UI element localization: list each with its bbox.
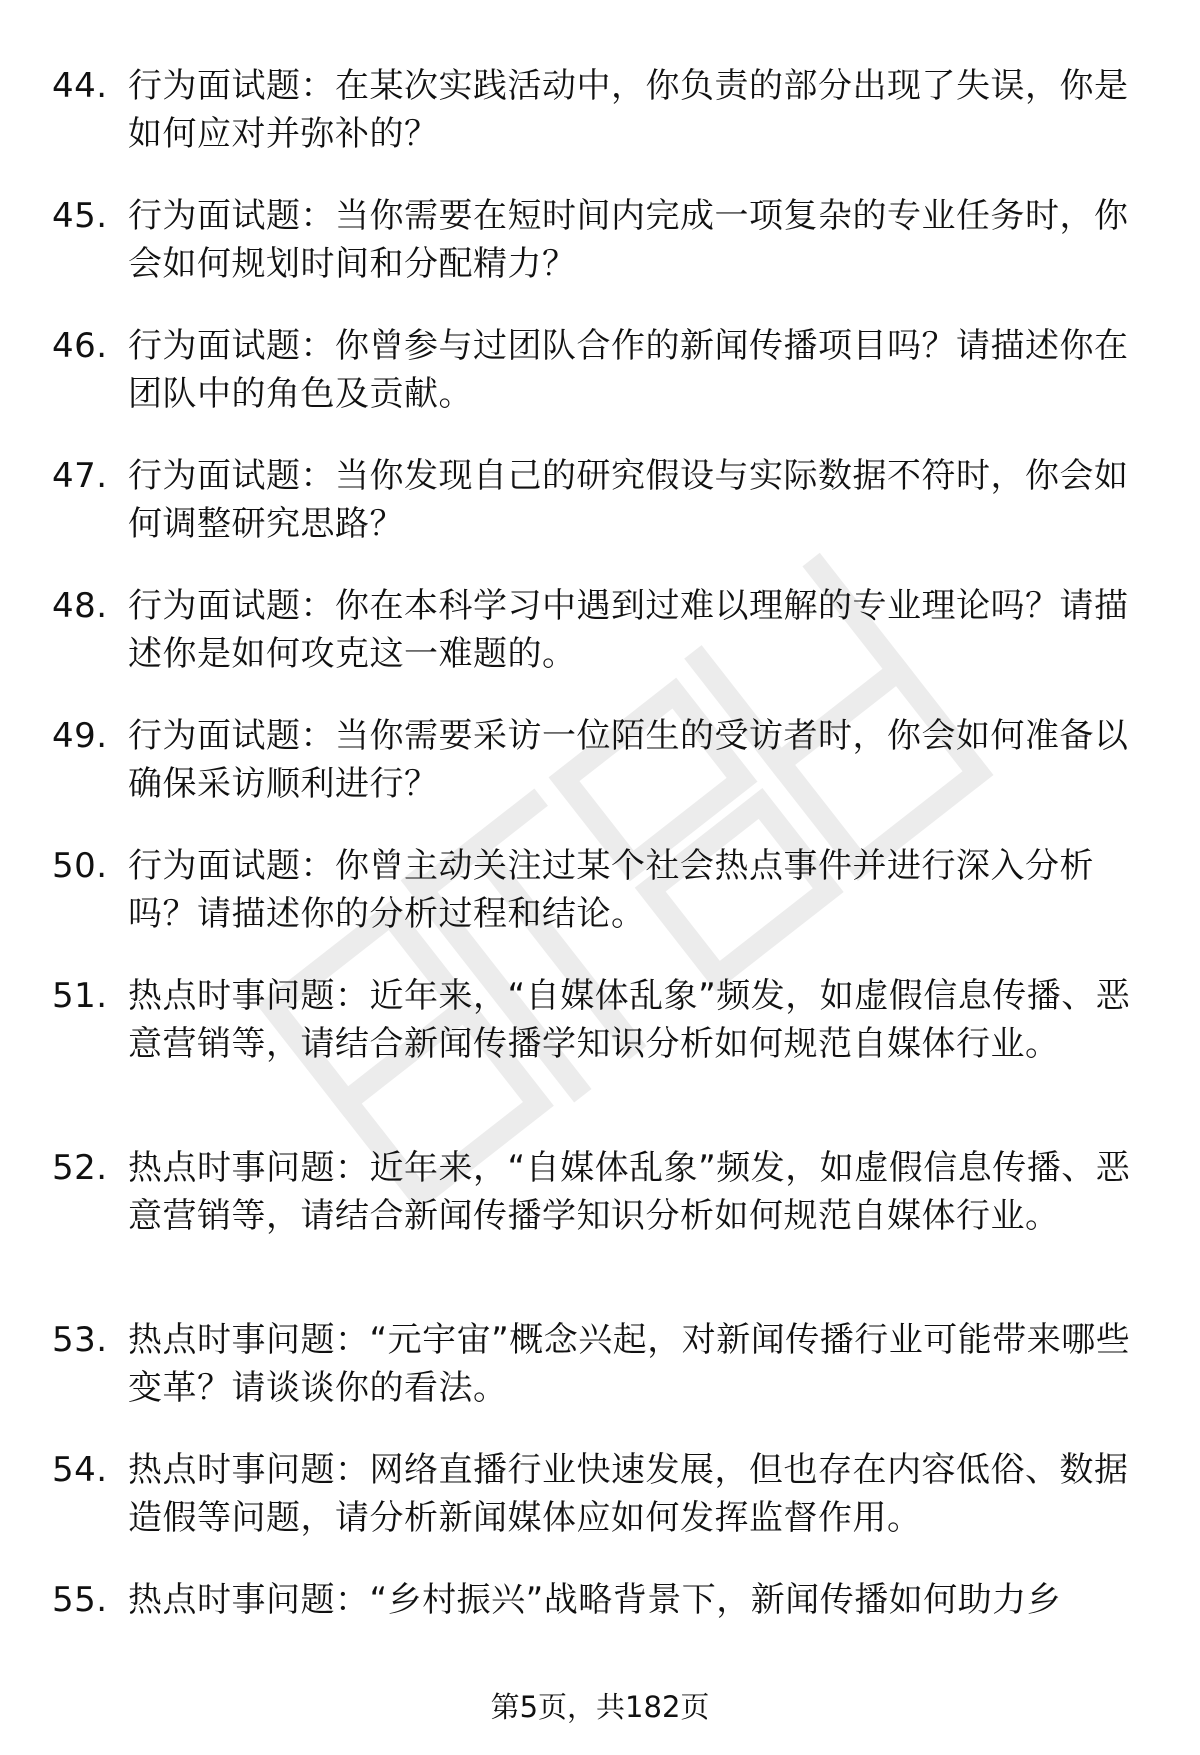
question-text: 热点时事问题：网络直播行业快速发展，但也存在内容低俗、数据造假等问题，请分析新闻媒体应如何发挥监督作用。	[128, 1450, 1129, 1538]
question-text: 热点时事问题：“乡村振兴”战略背景下，新闻传播如何助力乡	[128, 1580, 1062, 1620]
question-number: 50.	[52, 846, 108, 886]
question-text: 行为面试题：当你发现自己的研究假设与实际数据不符时，你会如何调整研究思路？	[128, 456, 1129, 544]
question-number: 48.	[52, 586, 108, 626]
question-list	[0, 62, 1200, 1706]
list-item	[0, 582, 1200, 712]
question-text: 行为面试题：在某次实践活动中，你负责的部分出现了失误，你是如何应对并弥补的？	[128, 66, 1129, 154]
question-text: 行为面试题：当你需要采访一位陌生的受访者时，你会如何准备以确保采访顺利进行？	[128, 716, 1129, 804]
question-text: 热点时事问题：近年来，“自媒体乱象”频发，如虚假信息传播、恶意营销等，请结合新闻传播学知识分析如何规范自媒体行业。	[128, 1148, 1131, 1236]
list-item	[0, 712, 1200, 842]
question-number: 49.	[52, 716, 108, 756]
list-item	[0, 322, 1200, 452]
list-item	[0, 62, 1200, 192]
question-number: 44.	[52, 66, 108, 106]
question-number: 46.	[52, 326, 108, 366]
list-item	[0, 1144, 1200, 1316]
question-number: 54.	[52, 1450, 108, 1490]
list-item	[0, 972, 1200, 1144]
question-number: 53.	[52, 1320, 108, 1360]
list-item	[0, 842, 1200, 972]
page-indicator: 第5页，共182页	[490, 1690, 710, 1724]
question-text: 行为面试题：当你需要在短时间内完成一项复杂的专业任务时，你会如何规划时间和分配精力？	[128, 196, 1129, 284]
question-text: 热点时事问题：“元宇宙”概念兴起，对新闻传播行业可能带来哪些变革？请谈谈你的看法。	[128, 1320, 1131, 1408]
question-text: 行为面试题：你曾参与过团队合作的新闻传播项目吗？请描述你在团队中的角色及贡献。	[128, 326, 1129, 414]
question-number: 45.	[52, 196, 108, 236]
question-number: 47.	[52, 456, 108, 496]
question-number: 51.	[52, 976, 108, 1016]
question-number: 55.	[52, 1580, 108, 1620]
list-item	[0, 452, 1200, 582]
list-item	[0, 1316, 1200, 1446]
question-text: 热点时事问题：近年来，“自媒体乱象”频发，如虚假信息传播、恶意营销等，请结合新闻传播学知识分析如何规范自媒体行业。	[128, 976, 1131, 1064]
list-item	[0, 192, 1200, 322]
list-item	[0, 1446, 1200, 1576]
question-number: 52.	[52, 1148, 108, 1188]
question-text: 行为面试题：你在本科学习中遇到过难以理解的专业理论吗？请描述你是如何攻克这一难题的。	[128, 586, 1129, 674]
question-text: 行为面试题：你曾主动关注过某个社会热点事件并进行深入分析吗？请描述你的分析过程和结论。	[128, 846, 1094, 934]
